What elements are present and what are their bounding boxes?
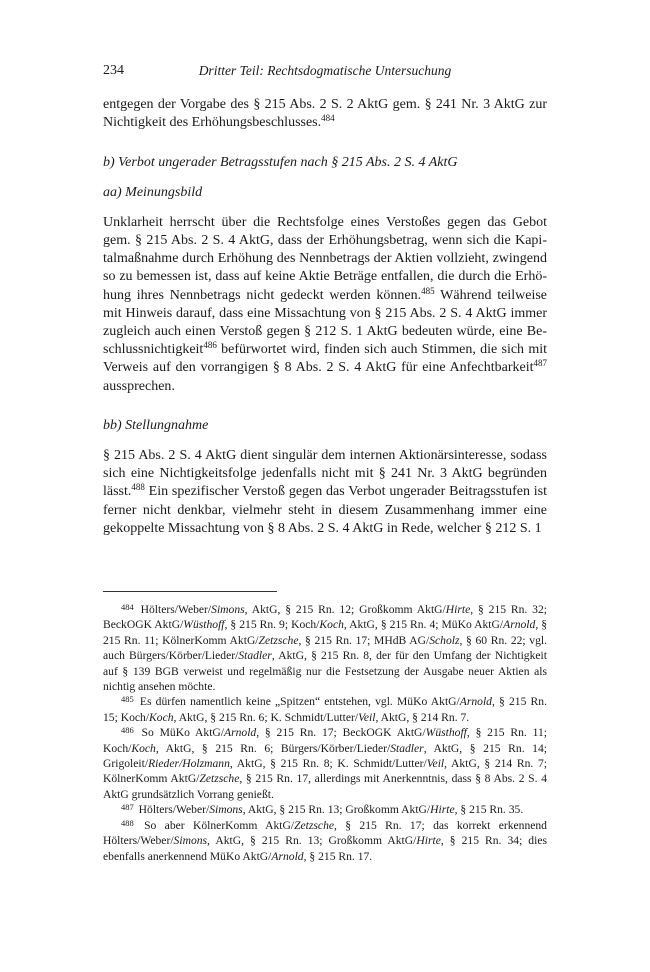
footnote-text: So MüKo AktG/ <box>135 726 225 740</box>
footnote-text: , § 215 Rn. 9; Koch/ <box>224 618 320 632</box>
footnote-text: , § 215 Rn. 35. <box>454 803 524 817</box>
footnote-text: Es dürfen namentlich keine „Spitzen“ entstehen, vgl. MüKo AktG/ <box>135 695 460 709</box>
paragraph-3-text-a: § 215 Abs. 2 S. 4 AktG dient singulär dem internen Aktionärsinteresse, sodass sich eine Nichtigkeitsfolge jedenfalls nicht mit § 241 Nr. 3 AktG begründen lässt. <box>103 448 547 500</box>
paragraph-2-text-b: Während teilweise mit Hinweis darauf, dass eine Missachtung von § 215 Abs. 2 S. 4 AktG immer zugleich auch einen Verstoß gegen § 212 S. 1 AktG bedeuten würde, eine Beschlussnichtigkeit <box>103 287 548 358</box>
footnote-number: 485 <box>121 694 134 705</box>
footnote-text: , § 215 Rn. 11; KölnerKomm AktG/ <box>103 618 548 647</box>
paragraph-2-text-d: aussprechen. <box>103 378 175 394</box>
footnote-author: Veil <box>358 710 376 724</box>
footnote-ref-484[interactable]: 484 <box>321 113 335 124</box>
footnote-text: , § 215 Rn. 17; MHdB AG/ <box>298 633 430 647</box>
footnote-author: Scholz <box>429 633 460 647</box>
main-text <box>103 96 547 538</box>
footnote-author: Veil <box>426 757 445 771</box>
footnote-488 <box>103 818 547 864</box>
footnote-number: 486 <box>121 725 134 736</box>
footnote-author: Hirte <box>445 603 471 616</box>
footnote-author: Hirte <box>430 803 455 817</box>
footnote-text: , AktG, § 214 Rn. 7; KölnerKomm AktG/ <box>103 757 547 786</box>
footnote-author: Wüsthoff <box>183 618 225 632</box>
footnote-text: , § 215 Rn. 32; BeckOGK AktG/ <box>103 603 547 632</box>
footnote-divider <box>103 591 277 592</box>
footnote-text: , AktG, § 215 Rn. 12; Großkomm AktG/ <box>244 603 446 616</box>
footnote-number: 484 <box>121 602 134 612</box>
footnote-author: Hirte <box>416 834 441 848</box>
running-head: Dritter Teil: Rechtsdogmatische Untersuchung <box>198 63 452 78</box>
footnote-text: , AktG, § 215 Rn. 13; Großkomm AktG/ <box>207 834 417 848</box>
footnote-text: , AktG, § 215 Rn. 8; K. Schmidt/Lutter/ <box>229 757 427 771</box>
footnote-author: Arnold <box>224 726 257 740</box>
footnote-text: , AktG, § 215 Rn. 6; Bürgers/Körber/Lieder/ <box>155 741 391 755</box>
footnote-text: , AktG, § 215 Rn. 6; K. Schmidt/Lutter/ <box>173 710 359 724</box>
footnote-number: 488 <box>121 817 134 828</box>
footnote-author: Arnold <box>271 849 304 863</box>
footnote-author: Simons <box>209 803 243 817</box>
footnote-author: Koch <box>131 741 156 755</box>
footnote-author: Simons <box>211 603 245 616</box>
footnote-author: Stadler <box>238 649 272 663</box>
footnote-ref-487[interactable]: 487 <box>533 358 547 369</box>
footnote-text: , § 215 Rn. 17, allerdings mit Anerkenntnis, dass § 8 Abs. 2 S. 4 AktG grundsätzlich Vorrang genießt. <box>103 772 547 801</box>
footnote-text: , § 215 Rn. 15; Koch/ <box>103 695 547 724</box>
footnote-text: , AktG, § 214 Rn. 7. <box>375 710 470 724</box>
footnote-text: , § 215 Rn. 17; das korrekt erkennend Hölters/Weber/ <box>103 818 547 848</box>
paragraph-1-text: entgegen der Vorgabe des § 215 Abs. 2 S. 2 AktG gem. § 241 Nr. 3 AktG zur Nichtigkeit des Erhöhungsbeschlusses. <box>103 97 547 131</box>
section-heading-b: b) Verbot ungerader Betragsstufen nach § 215 Abs. 2 S. 4 AktG <box>103 155 458 171</box>
footnote-text: , AktG, § 215 Rn. 13; Großkomm AktG/ <box>242 803 431 817</box>
footnote-text: , § 215 Rn. 17; BeckOGK AktG/ <box>256 726 426 740</box>
footnote-author: Koch <box>149 710 174 724</box>
footnotes <box>103 602 547 864</box>
footnote-author: Arnold <box>503 618 536 632</box>
footnote-text: , AktG, § 215 Rn. 4; MüKo AktG/ <box>343 618 504 632</box>
paragraph-3-text-b: Ein spezifischer Verstoß gegen das Verbot ungerader Beitragsstufen ist ferner nicht denkbar, vielmehr steht in diesem Zusammenhang immer eine gekoppelte Missachtung von § 8 Abs. 2 S. 4 AktG in Rede, welcher § 212 S. 1 <box>103 484 547 536</box>
section-heading-aa: aa) Meinungsbild <box>103 184 203 200</box>
footnote-486 <box>103 725 547 802</box>
paragraph-2 <box>103 214 547 396</box>
footnote-author: Zetzsche <box>258 633 299 647</box>
footnote-author: Zetzsche <box>199 772 240 786</box>
footnote-text: , § 215 Rn. 17. <box>303 849 373 863</box>
footnote-author: Simons <box>173 834 208 848</box>
footnote-text: Hölters/Weber/ <box>135 603 212 616</box>
section-heading-bb: bb) Stellungnahme <box>103 417 209 433</box>
footnote-485 <box>103 694 547 725</box>
paragraph-1 <box>103 96 547 132</box>
footnote-author: Zetzsche <box>294 818 335 832</box>
footnote-ref-485[interactable]: 485 <box>421 285 435 296</box>
footnote-text: , § 215 Rn. 34; dies ebenfalls anerkennend MüKo AktG/ <box>103 834 547 863</box>
footnote-text: , § 215 Rn. 11; Koch/ <box>103 726 547 755</box>
footnote-text: , § 60 Rn. 22; vgl. auch Bürgers/Körber/Lieder/ <box>103 633 547 663</box>
footnote-text: , AktG, § 215 Rn. 8, der für den Umfang der Nichtigkeit auf § 139 BGB verweist und regelmäßig nur die Festsetzung der Ausgabe neuer Aktien als nichtig ansehen möchte. <box>103 649 547 694</box>
footnote-author: Stadler <box>390 741 424 755</box>
footnote-ref-486[interactable]: 486 <box>203 340 217 351</box>
paragraph-2-text-c: befürwortet wird, finden sich auch Stimmen, die sich mit Verweis auf den vorrangigen § 8 Abs. 2 S. 4 AktG für eine Anfechtbarkeit <box>103 342 547 376</box>
paragraph-2-text-a: Unklarheit herrscht über die Rechtsfolge eines Verstoßes gegen das Gebot gem. § 215 Abs. 2 S. 4 AktG, dass der Erhöhungsbetrag, wenn sich die Kapitalmaßnahme durch Erhöhung des Nennbetrags der Aktien vollzieht, zwingend so zu bemessen ist, dass auf keine Aktie Beträge entfallen, die durch die Erhöhung ihres Nennbetrags nicht gedeckt werden können. <box>103 214 547 303</box>
footnote-author: Rieder/Holzmann <box>148 757 230 771</box>
footnote-484 <box>103 602 547 694</box>
paragraph-3 <box>103 447 547 538</box>
footnote-text: So aber KölnerKomm AktG/ <box>135 818 295 832</box>
footnote-ref-488[interactable]: 488 <box>131 482 145 493</box>
footnote-text: , AktG, § 215 Rn. 14; Grigoleit/ <box>103 741 547 771</box>
footnote-author: Arnold <box>459 695 492 709</box>
footnote-number: 487 <box>121 802 134 813</box>
footnote-text: Hölters/Weber/ <box>135 803 210 817</box>
footnote-487 <box>103 802 547 817</box>
footnote-author: Wüsthoff <box>425 726 467 740</box>
footnote-author: Koch <box>319 618 344 632</box>
page-number: 234 <box>103 63 124 78</box>
